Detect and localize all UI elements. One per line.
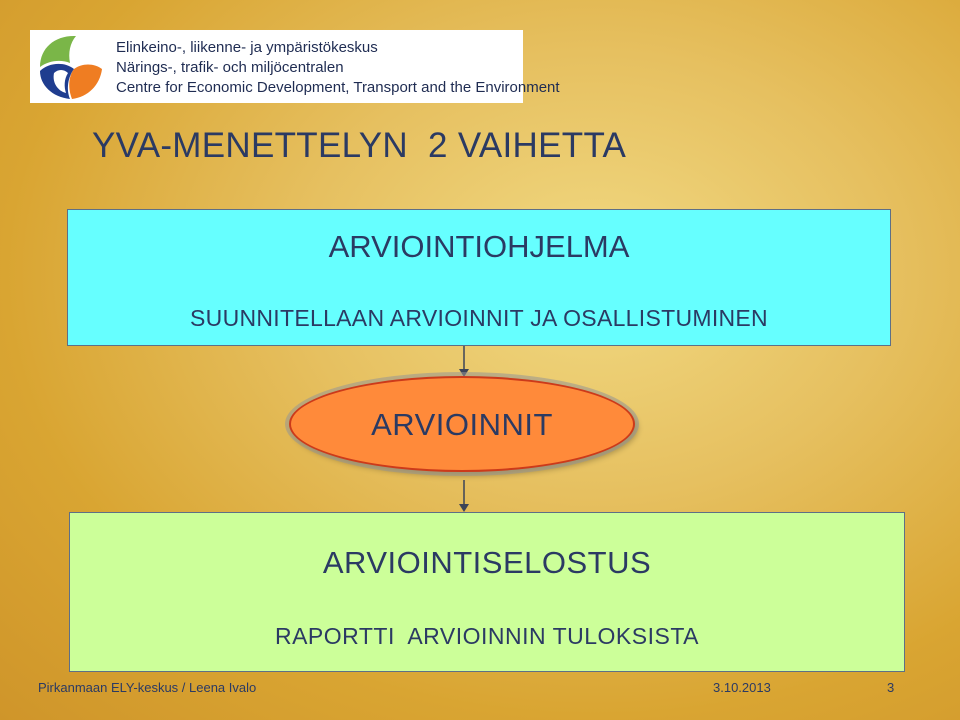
logo-line-3: Centre for Economic Development, Transport and the Environment [116, 79, 560, 96]
connector-arrow-2 [457, 480, 471, 513]
arvioinnit-label: ARVIOINNIT [371, 407, 553, 442]
footer-page-number: 3 [887, 680, 895, 695]
arviointiohjelma-subtitle: SUUNNITELLAAN ARVIOINNIT JA OSALLISTUMINEN [190, 305, 768, 331]
arviointiohjelma-title: ARVIOINTIOHJELMA [328, 229, 630, 264]
footer-author: Pirkanmaan ELY-keskus / Leena Ivalo [38, 680, 257, 695]
arviointiselostus-title: ARVIOINTISELOSTUS [322, 545, 652, 580]
ely-logo-icon [34, 33, 104, 101]
footer-date: 3.10.2013 [713, 680, 771, 695]
logo-line-2: Närings-, trafik- och miljöcentralen [116, 59, 344, 76]
slide-title: YVA-MENETTELYN 2 VAIHETTA [92, 126, 627, 165]
connector-arrow-1 [457, 346, 471, 378]
logo-line-1: Elinkeino-, liikenne- ja ympäristökeskus [116, 39, 378, 56]
arviointiselostus-subtitle: RAPORTTI ARVIOINNIN TULOKSISTA [274, 623, 700, 649]
arviointiselostus-box [69, 512, 905, 672]
arviointiohjelma-box [67, 209, 891, 346]
arvioinnit-ellipse [289, 376, 635, 472]
ely-logo [30, 30, 560, 103]
